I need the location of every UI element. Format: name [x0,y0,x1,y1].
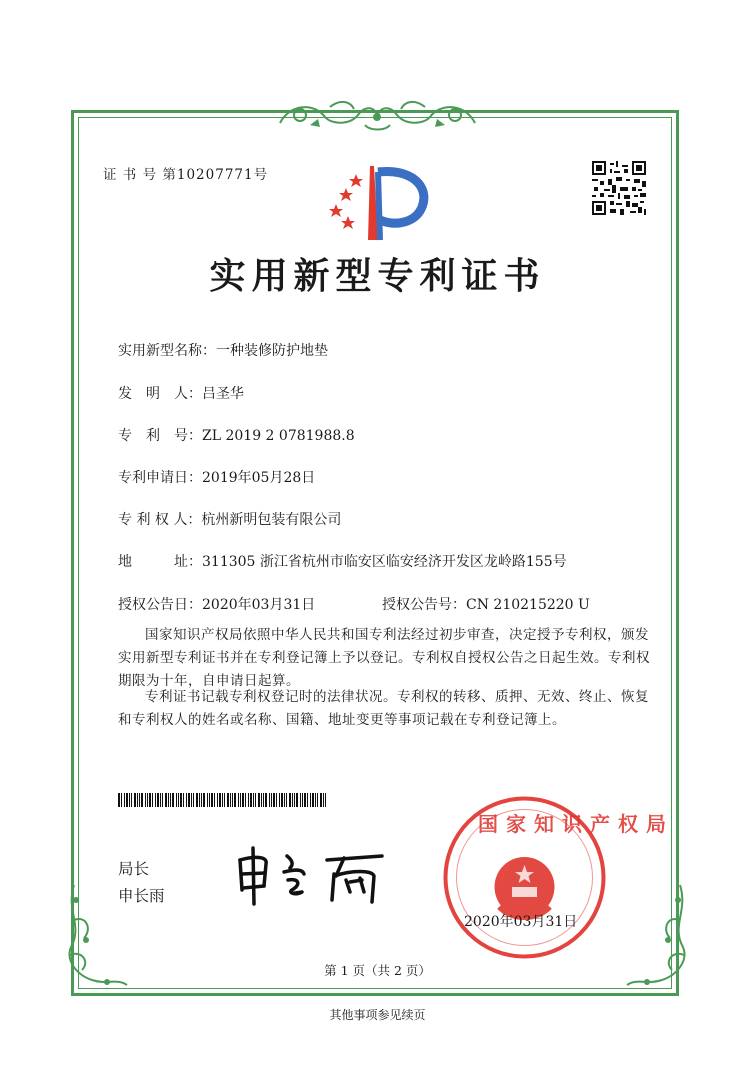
field-value: 杭州新明包装有限公司 [201,512,342,528]
top-ornament-icon [270,95,485,135]
signatory-name: 申长雨 [118,887,165,905]
body-paragraph-2: 专利证书记载专利权登记时的法律状况。专利权的转移、质押、无效、终止、恢复和专利权人的姓名或名称、国籍、地址变更等事项记载在专利登记簿上。 [118,689,649,728]
signatory-title: 局长 [118,860,150,878]
field-address [118,551,567,571]
field-value: 一种装修防护地垫 [216,343,328,359]
field-utility-model-name [118,340,328,360]
field-grant-no [382,594,590,614]
field-label: 实用新型名称： [118,343,216,359]
seal-date: 2020年03月31日 [464,914,578,930]
field-label: 授权公告日： [118,597,202,613]
field-label: 专 利 权 人： [118,512,202,528]
field-label: 专 利 号： [118,428,202,444]
field-label: 地 址： [118,554,202,570]
field-value: 2020年03月31日 [202,597,316,613]
field-value: 311305 浙江省杭州市临安区临安经济开发区龙岭路155号 [202,554,567,570]
certificate-number: 证 书 号 第10207771号 [103,167,269,183]
field-value: 吕圣华 [202,386,244,402]
qr-code-icon[interactable] [592,161,646,215]
field-value: 2019年05月28日 [202,470,316,486]
field-value: ZL 2019 2 0781988.8 [202,428,355,444]
field-patentee [118,509,341,529]
field-grant-date [118,594,315,614]
certificate-title: 实用新型专利证书 [209,255,546,297]
barcode-icon [118,793,328,807]
field-inventor [118,383,244,403]
field-value: CN 210215220 U [466,597,590,613]
field-application-date [118,467,315,487]
page-number: 第 1 页（共 2 页） [324,963,431,978]
handwritten-signature [232,846,387,906]
field-label: 授权公告号： [382,597,466,613]
footer-note: 其他事项参见续页 [329,1008,426,1022]
cnipa-logo-icon [322,162,432,242]
field-label: 发 明 人： [118,386,202,402]
field-patent-no [118,425,355,445]
body-paragraph-1: 国家知识产权局依照中华人民共和国专利法经过初步审查，决定授予专利权，颁发实用新型专利证书并在专利登记簿上予以登记。专利权自授权公告之日起生效。专利权期限为十年，自申请日起算。 [118,627,650,689]
field-label: 专利申请日： [118,470,202,486]
seal-text: 国家知识产权局 [478,812,674,836]
